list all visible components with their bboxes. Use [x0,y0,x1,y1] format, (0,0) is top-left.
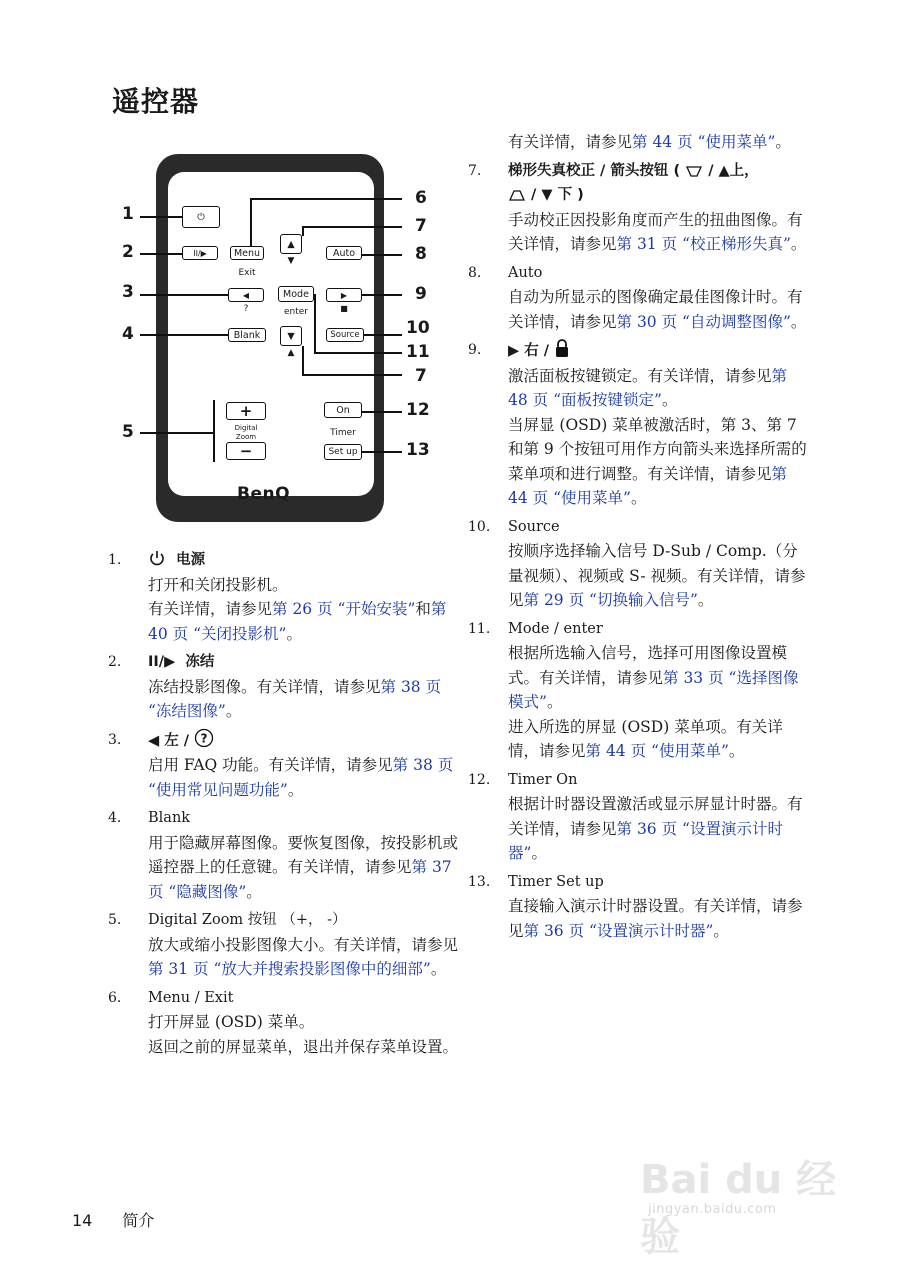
link-freeze[interactable]: 第 38 页 “冻结图像” [148,677,442,720]
faq-icon: ? [243,304,249,314]
callout-6: 6 [415,188,427,208]
link-faq[interactable]: 第 38 页 “使用常见问题功能” [148,756,454,799]
right-button[interactable]: ▶ [326,288,362,302]
link-timer-1[interactable]: 第 36 页 “设置演示计时器” [508,819,783,862]
blank-button[interactable]: Blank [228,328,266,342]
item-blank: 4. Blank 用于隐藏屏幕图像。要恢复图像，按投影机或遥控器上的任意键。有关详情，请参见第 37 页 “隐藏图像”。 [108,810,459,901]
link-hide-image[interactable]: 第 37 页 “隐藏图像” [148,858,452,901]
callout-3: 3 [122,282,134,302]
mode-button[interactable]: Mode [278,286,314,302]
zoom-plus-button[interactable]: + [226,402,266,420]
menu-button[interactable]: Menu [230,246,264,260]
source-button[interactable]: Source [326,328,364,342]
callout-12: 12 [406,400,430,420]
item-right-lock: 9. ▶ 右 / 激活面板按键锁定。有关详情，请参见第 48 页 “面板按键锁定”。 当屏显 (OSD) 菜单被激活时，第 3、第 7 和第 9 个按钮可用作方向箭头来选择所需的菜单项和进行调整。有关详情，请参见第 44 页 “使用菜单”。 [468,338,808,511]
faq-icon [194,728,214,748]
item-digital-zoom: 5. Digital Zoom 按钮 （+， -） 放大或缩小投影图像大小。有关详情，请参见第 31 页 “放大并搜索投影图像中的细部”。 [108,912,459,978]
link-switch-input[interactable]: 第 29 页 “切换输入信号” [523,591,698,609]
freeze-icon: II/▶ [148,654,176,670]
auto-button[interactable]: Auto [326,246,362,260]
link-use-menu-1[interactable]: 第 44 页 “使用菜单” [632,133,776,151]
link-shutdown[interactable]: 第 40 页 “关闭投影机” [148,600,447,643]
item-timer-setup: 13. Timer Set up 直接输入演示计时器设置。有关详情，请参见第 36 页 “设置演示计时器”。 [468,873,803,940]
benq-logo: BenQ [237,484,291,504]
section-name: 简介 [122,1211,155,1230]
power-button[interactable]: ⏻ [182,206,220,228]
callout-13: 13 [406,440,430,460]
lock-icon: ■ [340,304,348,313]
exit-label: Exit [238,268,256,278]
timer-label: Timer [330,428,356,438]
item-mode-enter: 11. Mode / enter 根据所选输入信号，选择可用图像设置模式。有关详情，请参见第 33 页 “选择图像模式”。 进入所选的屏显 (OSD) 菜单项。有关详情，请参见第 44 页 “使用菜单”。 [468,620,799,760]
left-button[interactable]: ◀ [228,288,264,302]
callout-1: 1 [122,204,134,224]
down-button[interactable]: ▼ [280,326,302,346]
link-timer-2[interactable]: 第 36 页 “设置演示计时器” [523,921,714,940]
keystone-up-icon: ▼ [287,256,295,266]
callout-11: 11 [406,342,430,362]
callout-9: 9 [415,284,427,304]
zoom-minus-button[interactable]: − [226,442,266,460]
up-button[interactable]: ▲ [280,234,302,254]
timer-on-button[interactable]: On [324,402,362,418]
svg-text:?: ? [200,731,208,745]
timer-setup-button[interactable]: Set up [324,444,362,460]
link-start-install[interactable]: 第 26 页 “开始安装” [272,600,416,618]
page-title: 遥控器 [112,85,200,118]
page-number: 14 [72,1211,93,1230]
item-freeze: 2. II/▶ 冻结 冻结投影图像。有关详情，请参见第 38 页 “冻结图像”。 [108,654,442,720]
link-use-menu-2[interactable]: 第 44 页 “使用菜单” [508,464,788,507]
right-column [468,130,808,943]
item-left-faq: 3. ◀ 左 / ? 启用 FAQ 功能。有关详情，请参见第 38 页 “使用常见问题功能”。 [108,728,458,803]
link-picture-mode[interactable]: 第 33 页 “选择图像模式” [508,668,799,711]
keystone-up-icon [685,164,703,178]
link-zoom[interactable]: 第 31 页 “放大并搜索投影图像中的细部” [148,960,431,978]
item-power: 1. 电源 打开和关闭投影机。 有关详情，请参见第 26 页 “开始安装”和第 40 页 “关闭投影机”。 [108,548,458,646]
freeze-button[interactable]: II/▶ [182,246,218,260]
item-auto: 8. Auto 自动为所显示的图像确定最佳图像计时。有关详情，请参见第 30 页 “自动调整图像”。 [468,264,807,331]
callout-4: 4 [122,324,134,344]
item-menu-exit: 6. Menu / Exit 打开屏显 (OSD) 菜单。 返回之前的屏显菜单，退出并保存菜单设置。 [108,989,459,1056]
remote-control-diagram [110,150,450,530]
digital-zoom-label: Digital Zoom [234,424,258,441]
lock-icon [554,338,570,358]
link-auto-adjust[interactable]: 第 30 页 “自动调整图像” [616,312,791,331]
baidu-watermark: Bai du 经验 jingyan.baidu.com [640,1157,837,1260]
callout-10: 10 [406,318,430,338]
callout-8: 8 [415,244,427,264]
item-menu-continued: 有关详情，请参见第 44 页 “使用菜单”。 [508,133,791,151]
left-column [108,548,458,1059]
callout-5: 5 [122,422,134,442]
link-keystone[interactable]: 第 31 页 “校正梯形失真” [616,235,791,253]
item-keystone: 7. 梯形失真校正 / 箭头按钮 ( / ▲上， / ▼ 下 ) 手动校正因投影角度而产生的扭曲图像。有关详情，请参见第 31 页 “校正梯形失真”。 [468,162,807,253]
link-panel-lock[interactable]: 第 48 页 “面板按键锁定” [508,366,788,409]
zoom-bracket [213,400,215,462]
callout-7a: 7 [415,216,427,236]
item-source: 10. Source 按顺序选择输入信号 D-Sub / Comp.（分量视频）、视频或 S- 视频。有关详情，请参见第 29 页 “切换输入信号”。 [468,518,806,609]
item-timer-on: 12. Timer On 根据计时器设置激活或显示屏显计时器。有关详情，请参见第 36 页 “设置演示计时器”。 [468,771,803,862]
keystone-down-icon: ▲ [287,348,295,358]
power-icon [148,549,166,567]
keystone-down-icon [508,188,526,202]
page-footer [72,1208,184,1231]
callout-2: 2 [122,242,134,262]
link-use-menu-3[interactable]: 第 44 页 “使用菜单” [585,742,729,760]
enter-label: enter [283,307,308,317]
callout-7b: 7 [415,366,427,386]
